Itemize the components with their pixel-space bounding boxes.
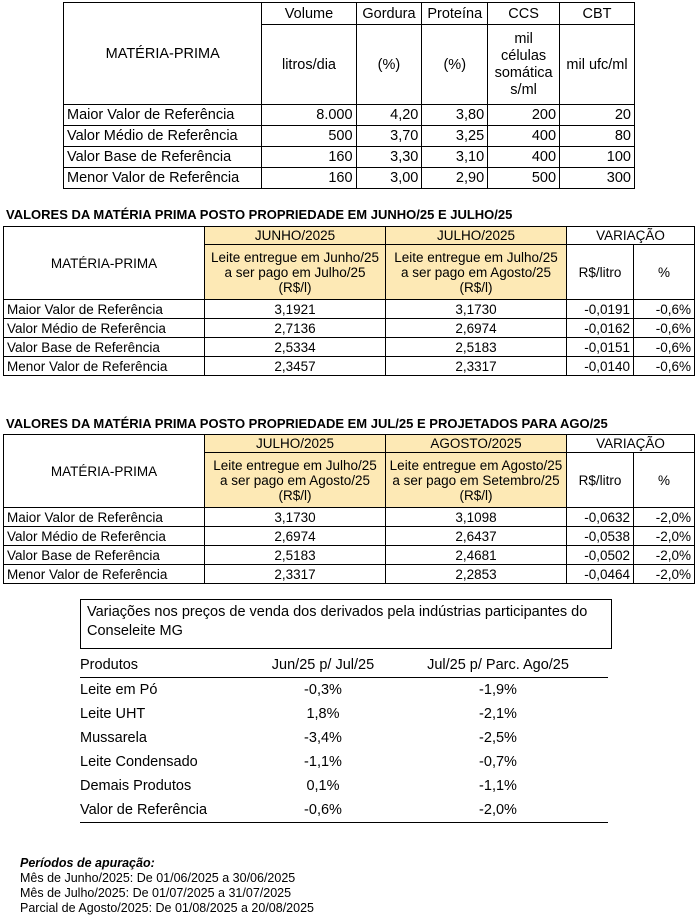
table-row xyxy=(4,546,695,565)
table1-label: MATÉRIA-PRIMA xyxy=(64,3,262,105)
table3-title: VALORES DA MATÉRIA PRIMA POSTO PROPRIEDADE EM JUL/25 E PROJETADOS PARA AGO/25 xyxy=(6,416,608,431)
cell: 3,1098 xyxy=(386,508,567,527)
list-item xyxy=(80,798,608,823)
cell: 2,4681 xyxy=(386,546,567,565)
cell: 0,1% xyxy=(306,778,340,794)
table3-label: MATÉRIA-PRIMA xyxy=(4,435,205,508)
cell: 3,10 xyxy=(422,147,488,168)
unit-ccs: mil células somática s/ml xyxy=(488,25,560,105)
cell: 2,6974 xyxy=(205,527,386,546)
cell: -2,0% xyxy=(634,508,695,527)
cell: 1,8% xyxy=(306,706,340,722)
cell: 8.000 xyxy=(262,105,356,126)
table2-sub-rs-litro: R$/litro xyxy=(567,245,634,300)
unit-cbt: mil ufc/ml xyxy=(560,25,635,105)
period-line: Mês de Junho/2025: De 01/06/2025 a 30/06/2025 xyxy=(20,871,296,885)
measurement-periods xyxy=(20,856,314,916)
cell: 160 xyxy=(262,168,356,189)
table-row xyxy=(4,319,695,338)
table2-col-july: JULHO/2025 xyxy=(386,227,567,245)
cell: 2,7136 xyxy=(205,319,386,338)
row-label: Valor Base de Referência xyxy=(64,147,262,168)
period-line: Mês de Julho/2025: De 01/07/2025 a 31/07/2025 xyxy=(20,886,292,900)
cell: -2,0% xyxy=(634,546,695,565)
header-jul-ago: Jul/25 p/ Parc. Ago/25 xyxy=(388,653,608,678)
table-row xyxy=(4,527,695,546)
header-ccs: CCS xyxy=(488,3,560,25)
cell: 2,5183 xyxy=(386,338,567,357)
cell: -0,0162 xyxy=(567,319,634,338)
jun-jul-values-table xyxy=(3,226,695,376)
table3-col-variation: VARIAÇÃO xyxy=(567,435,695,453)
cell: 2,3317 xyxy=(386,357,567,376)
header-gordura: Gordura xyxy=(356,3,422,25)
cell: 2,6974 xyxy=(386,319,567,338)
jul-aug-projected-table xyxy=(3,434,695,584)
row-label: Valor Base de Referência xyxy=(4,338,205,357)
cell: 3,30 xyxy=(356,147,422,168)
header-produtos: Produtos xyxy=(80,653,258,678)
cell: -0,0140 xyxy=(567,357,634,376)
cell: -1,1% xyxy=(304,754,342,770)
cell: 3,25 xyxy=(422,126,488,147)
cell: 500 xyxy=(262,126,356,147)
cell: 200 xyxy=(488,105,560,126)
table3-col-july: JULHO/2025 xyxy=(205,435,386,453)
cell: -1,1% xyxy=(479,778,517,794)
cell: 100 xyxy=(560,147,635,168)
cell: 2,2853 xyxy=(386,565,567,584)
cell: 3,1921 xyxy=(205,300,386,319)
cell: 2,3317 xyxy=(205,565,386,584)
periods-title: Períodos de apuração: xyxy=(20,856,155,870)
cell: 20 xyxy=(560,105,635,126)
cell: 80 xyxy=(560,126,635,147)
table2-col-june: JUNHO/2025 xyxy=(205,227,386,245)
row-label: Menor Valor de Referência xyxy=(4,565,205,584)
row-label: Valor Base de Referência xyxy=(4,546,205,565)
cell: -0,7% xyxy=(479,754,517,770)
table2-sub-june: Leite entregue em Junho/25 a ser pago em Julho/25 (R$/l) xyxy=(205,245,386,300)
cell: 2,5183 xyxy=(205,546,386,565)
table3-sub-percent: % xyxy=(634,453,695,508)
cell: -0,3% xyxy=(304,682,342,698)
cell: 3,00 xyxy=(356,168,422,189)
cell: 500 xyxy=(488,168,560,189)
cell: 2,90 xyxy=(422,168,488,189)
cell: 3,70 xyxy=(356,126,422,147)
row-label: Valor Médio de Referência xyxy=(64,126,262,147)
period-line: Parcial de Agosto/2025: De 01/08/2025 a 20/08/2025 xyxy=(20,901,314,915)
row-label: Maior Valor de Referência xyxy=(4,300,205,319)
row-label: Menor Valor de Referência xyxy=(64,168,262,189)
cell: -0,0538 xyxy=(567,527,634,546)
product-name: Leite Condensado xyxy=(80,754,198,770)
cell: 2,5334 xyxy=(205,338,386,357)
list-item xyxy=(80,678,608,703)
header-proteina: Proteína xyxy=(422,3,488,25)
list-item xyxy=(80,774,608,798)
derivatives-title-box xyxy=(80,599,612,649)
derivatives-title: Variações nos preços de venda dos derivados pela indústrias participantes do Conseleite MG xyxy=(87,604,588,639)
cell: 3,80 xyxy=(422,105,488,126)
cell: 3,1730 xyxy=(386,300,567,319)
cell: 4,20 xyxy=(356,105,422,126)
table2-title: VALORES DA MATÉRIA PRIMA POSTO PROPRIEDADE EM JUNHO/25 E JULHO/25 xyxy=(6,207,513,222)
table-row xyxy=(64,147,635,168)
cell: 160 xyxy=(262,147,356,168)
derivatives-variation-table xyxy=(80,653,608,823)
cell: -2,1% xyxy=(479,706,517,722)
cell: -2,0% xyxy=(634,527,695,546)
table2-sub-july: Leite entregue em Julho/25 a ser pago em Agosto/25 (R$/l) xyxy=(386,245,567,300)
cell: -0,0191 xyxy=(567,300,634,319)
product-name: Mussarela xyxy=(80,730,147,746)
unit-volume: litros/dia xyxy=(262,25,356,105)
table-row xyxy=(4,565,695,584)
cell: 2,3457 xyxy=(205,357,386,376)
table-row xyxy=(4,300,695,319)
cell: 2,6437 xyxy=(386,527,567,546)
table-row xyxy=(4,357,695,376)
list-item xyxy=(80,750,608,774)
row-label: Menor Valor de Referência xyxy=(4,357,205,376)
cell: -0,6% xyxy=(634,357,695,376)
product-name: Valor de Referência xyxy=(80,798,258,823)
cell: 300 xyxy=(560,168,635,189)
cell: -0,0151 xyxy=(567,338,634,357)
table2-label: MATÉRIA-PRIMA xyxy=(4,227,205,300)
row-label: Maior Valor de Referência xyxy=(64,105,262,126)
table-row xyxy=(64,168,635,189)
table-row xyxy=(64,126,635,147)
list-item xyxy=(80,702,608,726)
cell: -0,0464 xyxy=(567,565,634,584)
table2-sub-percent: % xyxy=(634,245,695,300)
cell: -0,6% xyxy=(634,319,695,338)
cell: 3,1730 xyxy=(205,508,386,527)
header-jun-jul: Jun/25 p/ Jul/25 xyxy=(258,653,388,678)
product-name: Leite em Pó xyxy=(80,682,158,698)
row-label: Maior Valor de Referência xyxy=(4,508,205,527)
cell: -2,0% xyxy=(388,798,608,823)
product-name: Demais Produtos xyxy=(80,778,192,794)
table3-col-august: AGOSTO/2025 xyxy=(386,435,567,453)
cell: -0,6% xyxy=(634,338,695,357)
table-row xyxy=(4,508,695,527)
cell: -0,0632 xyxy=(567,508,634,527)
table3-sub-rs-litro: R$/litro xyxy=(567,453,634,508)
table3-sub-july: Leite entregue em Julho/25 a ser pago em Agosto/25 (R$/l) xyxy=(205,453,386,508)
table2-col-variation: VARIAÇÃO xyxy=(567,227,695,245)
row-label: Valor Médio de Referência xyxy=(4,527,205,546)
cell: -0,0502 xyxy=(567,546,634,565)
table-row xyxy=(64,105,635,126)
cell: -2,5% xyxy=(479,730,517,746)
cell: -1,9% xyxy=(479,682,517,698)
row-label: Valor Médio de Referência xyxy=(4,319,205,338)
table-row xyxy=(4,338,695,357)
cell: -0,6% xyxy=(258,798,388,823)
product-name: Leite UHT xyxy=(80,706,146,722)
header-volume: Volume xyxy=(262,3,356,25)
cell: 400 xyxy=(488,147,560,168)
header-cbt: CBT xyxy=(560,3,635,25)
reference-parameters-table xyxy=(63,2,635,189)
unit-proteina: (%) xyxy=(422,25,488,105)
cell: 400 xyxy=(488,126,560,147)
cell: -3,4% xyxy=(304,730,342,746)
cell: -2,0% xyxy=(634,565,695,584)
list-item xyxy=(80,726,608,750)
cell: -0,6% xyxy=(634,300,695,319)
unit-gordura: (%) xyxy=(356,25,422,105)
table3-sub-august: Leite entregue em Agosto/25 a ser pago em Setembro/25 (R$/l) xyxy=(386,453,567,508)
